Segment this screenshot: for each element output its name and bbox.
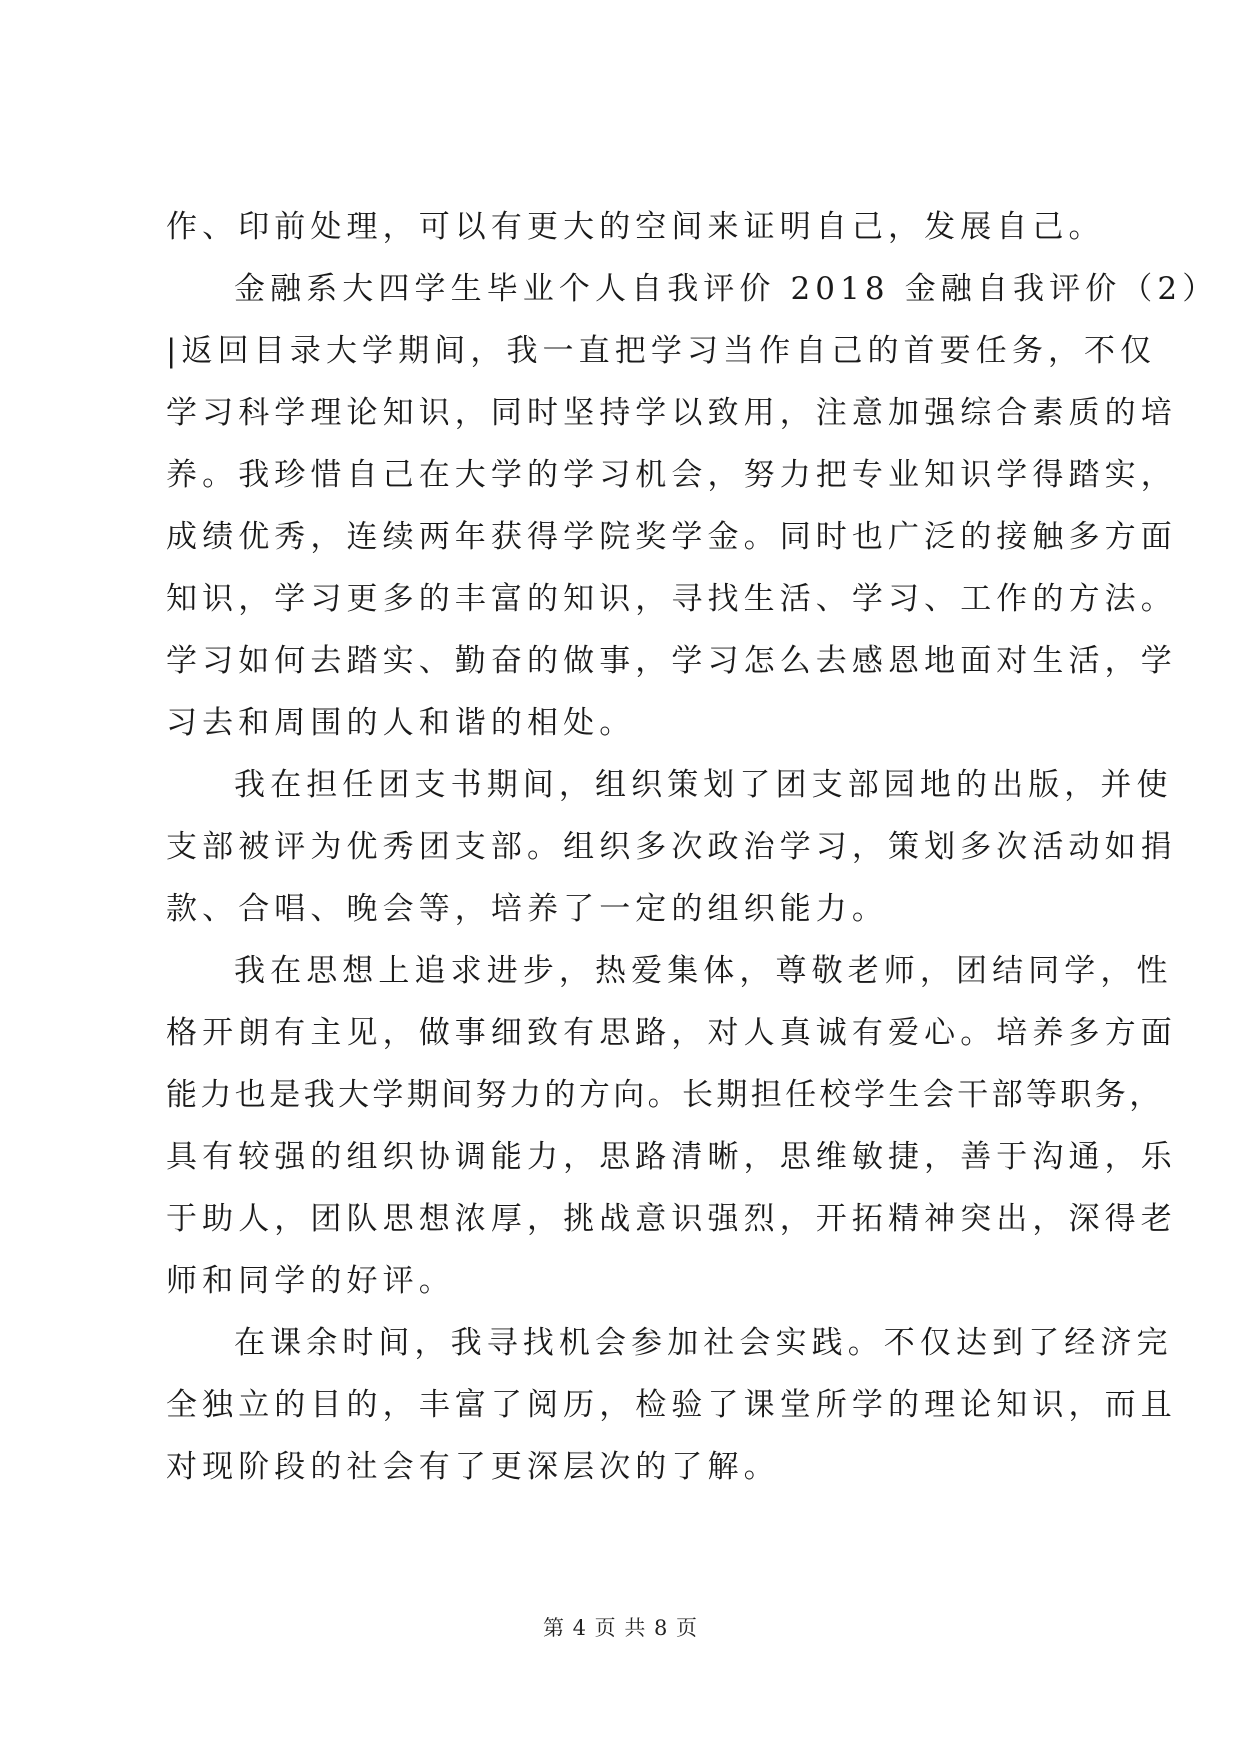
text-line: 对现阶段的社会有了更深层次的了解。 (166, 1449, 780, 1485)
text-line: 习去和周围的人和谐的相处。 (166, 705, 636, 741)
text-line: 师和同学的好评。 (166, 1263, 455, 1299)
text-line: |返回目录大学期间，我一直把学习当作自己的首要任务，不仅 (166, 333, 1157, 369)
text-line: 学习科学理论知识，同时坚持学以致用，注意加强综合素质的培 (166, 395, 1177, 431)
text-line: 我在担任团支书期间，组织策划了团支部园地的出版，并使 (234, 767, 1173, 803)
text-line: 支部被评为优秀团支部。组织多次政治学习，策划多次活动如捐 (166, 829, 1177, 865)
text-line: 金融系大四学生毕业个人自我评价 2018 金融自我评价（2） (234, 271, 1219, 307)
text-line: 成绩优秀，连续两年获得学院奖学金。同时也广泛的接触多方面 (166, 519, 1177, 555)
text-line: 具有较强的组织协调能力，思路清晰，思维敏捷，善于沟通，乐 (166, 1139, 1177, 1175)
text-line: 于助人，团队思想浓厚，挑战意识强烈，开拓精神突出，深得老 (166, 1201, 1177, 1237)
text-line: 在课余时间，我寻找机会参加社会实践。不仅达到了经济完 (234, 1325, 1173, 1361)
text-line: 能力也是我大学期间努力的方向。长期担任校学生会干部等职务， (166, 1077, 1164, 1113)
text-line: 全独立的目的，丰富了阅历，检验了课堂所学的理论知识，而且 (166, 1387, 1177, 1423)
text-line: 学习如何去踏实、勤奋的做事，学习怎么去感恩地面对生活，学 (166, 643, 1177, 679)
text-line: 知识，学习更多的丰富的知识，寻找生活、学习、工作的方法。 (166, 581, 1177, 617)
text-line: 我在思想上追求进步，热爱集体，尊敬老师，团结同学，性 (234, 953, 1173, 989)
text-line: 作、印前处理，可以有更大的空间来证明自己，发展自己。 (166, 209, 1105, 245)
text-line: 养。我珍惜自己在大学的学习机会，努力把专业知识学得踏实， (166, 457, 1177, 493)
text-line: 款、合唱、晚会等，培养了一定的组织能力。 (166, 891, 888, 927)
body-text (166, 196, 1219, 1498)
page-number-footer: 第 4 页 共 8 页 (542, 1616, 699, 1640)
text-line: 格开朗有主见，做事细致有思路，对人真诚有爱心。培养多方面 (166, 1015, 1177, 1051)
